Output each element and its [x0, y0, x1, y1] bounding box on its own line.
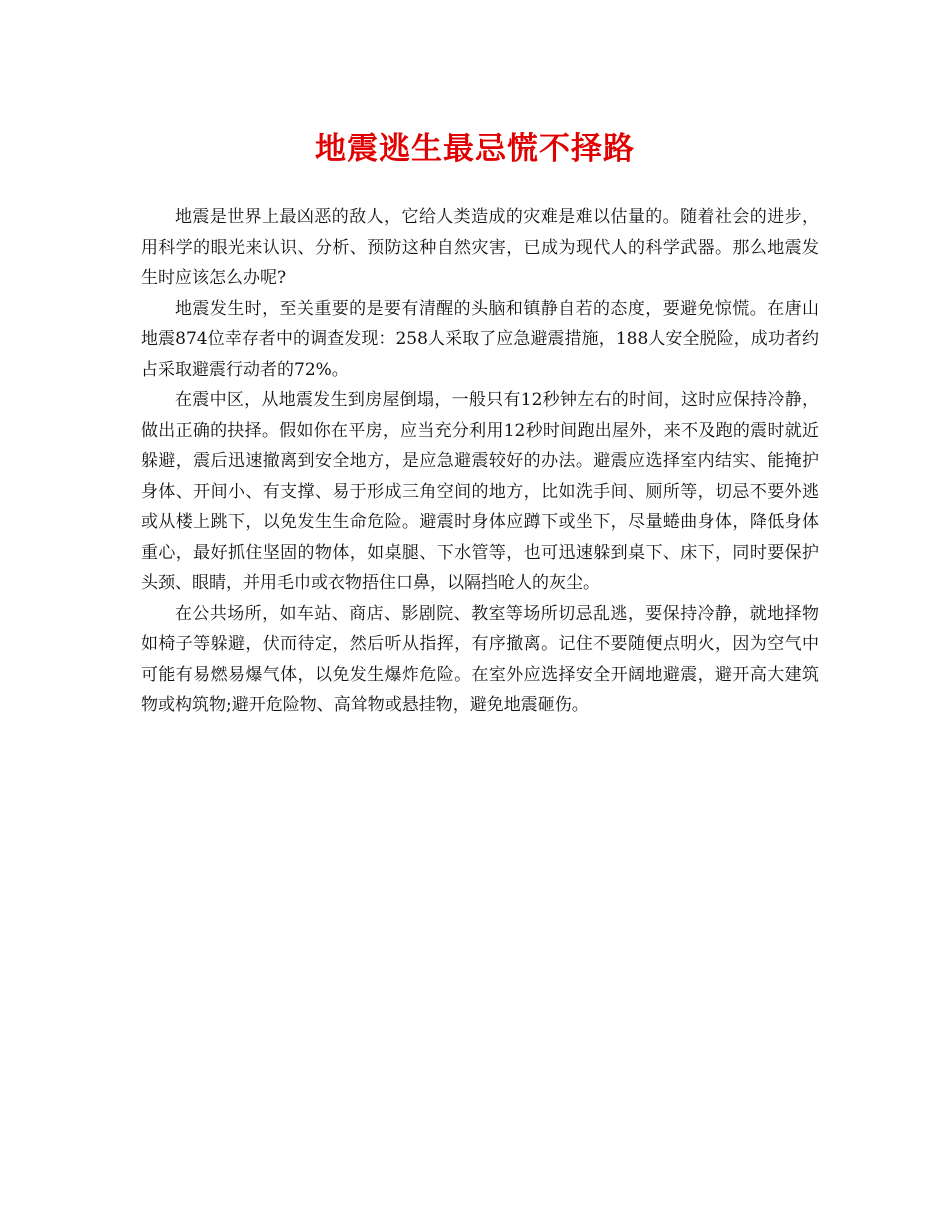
paragraph-epicenter-shelter: 在震中区，从地震发生到房屋倒塌，一般只有12秒钟左右的时间，这时应保持冷静，做出正确的抉择。假如你在平房，应当充分利用12秒时间跑出屋外，来不及跑的震时就近躲避，震后迅速撤离到安全地方，是应急避震较好的办法。避震应选择室内结实、能掩护身体、开间小、有支撑、易于形成三角空间的地方，比如洗手间、厕所等，切忌不要外逃或从楼上跳下，以免发生生命危险。避震时身体应蹲下或坐下，尽量蜷曲身体，降低身体重心，最好抓住坚固的物体，如桌腿、下水管等，也可迅速躲到桌下、床下，同时要保护头颈、眼睛，并用毛巾或衣物捂住口鼻，以隔挡呛人的灰尘。 — [141, 390, 819, 593]
page-title: 地震逃生最忌慌不择路 — [315, 131, 635, 167]
paragraph-public-places: 在公共场所，如车站、商店、影剧院、教室等场所切忌乱逃，要保持冷静，就地择物如椅子等躲避，伏而待定，然后听从指挥，有序撤离。记住不要随便点明火，因为空气中可能有易燃易爆气体，以免发生爆炸危险。在室外应选择安全开阔地避震，避开高大建筑物或构筑物;避开危险物、高耸物或悬挂物，避免地震砸伤。 — [141, 603, 819, 715]
paragraph-intro: 地震是世界上最凶恶的敌人，它给人类造成的灾难是难以估量的。随着社会的进步，用科学的眼光来认识、分析、预防这种自然灾害，已成为现代人的科学武器。那么地震发生时应该怎么办呢? — [141, 207, 819, 288]
paragraph-staying-calm: 地震发生时，至关重要的是要有清醒的头脑和镇静自若的态度，要避免惊慌。在唐山地震874位幸存者中的调查发现：258人采取了应急避震措施，188人安全脱险，成功者约占采取避震行动者的72%。 — [141, 298, 819, 380]
document-body — [141, 202, 819, 721]
